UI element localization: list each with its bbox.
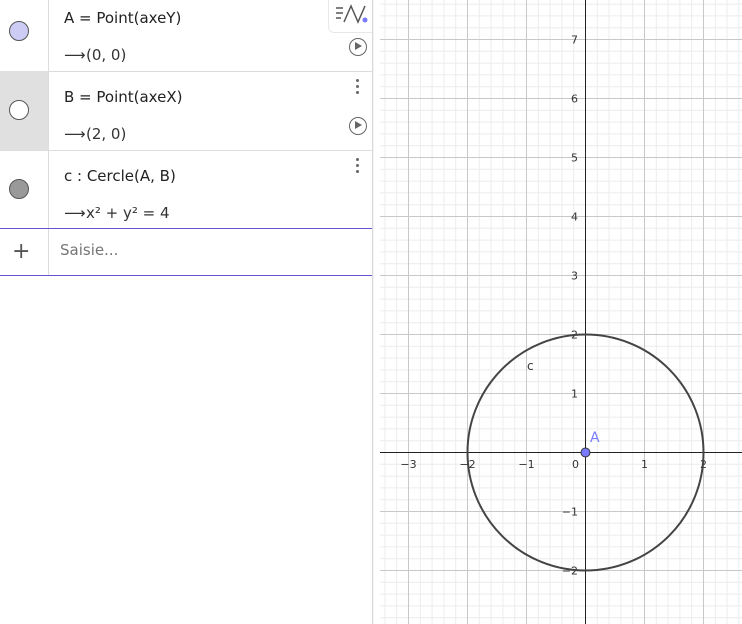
- point-label-a: A: [590, 430, 600, 446]
- algebra-input[interactable]: [60, 241, 340, 259]
- x-tick-label: −3: [400, 458, 417, 471]
- y-tick-label: 4: [571, 210, 578, 224]
- value-text-c: x² + y² = 4: [86, 204, 170, 222]
- value-text-a: (0, 0): [86, 46, 127, 64]
- y-tick-label: 1: [571, 387, 578, 401]
- x-tick-label: −2: [459, 458, 476, 471]
- marble-cell: [0, 150, 49, 228]
- style-bar-icon: [329, 0, 373, 32]
- x-tick-label: 2: [700, 458, 707, 471]
- definition-c[interactable]: c : Cercle(A, B): [64, 167, 176, 185]
- algebra-row-b[interactable]: [0, 71, 372, 151]
- input-bar[interactable]: [0, 228, 372, 276]
- algebra-row-c[interactable]: [0, 150, 372, 228]
- play-icon[interactable]: [349, 38, 367, 56]
- circle-label: c: [527, 359, 534, 373]
- visibility-toggle-c[interactable]: [9, 179, 29, 199]
- x-tick-label: 1: [641, 458, 648, 471]
- y-tick-label: 3: [571, 269, 578, 283]
- value-b: [64, 125, 126, 143]
- more-options-icon[interactable]: [352, 77, 364, 97]
- algebra-row-a[interactable]: [0, 0, 372, 72]
- definition-b[interactable]: B = Point(axeX): [64, 88, 183, 106]
- origin-label: 0: [572, 458, 579, 471]
- visibility-toggle-a[interactable]: [9, 21, 29, 41]
- visibility-toggle-b[interactable]: [9, 100, 29, 120]
- marble-cell: [0, 0, 49, 71]
- minor-grid: [373, 0, 742, 624]
- graphics-view[interactable]: [373, 0, 742, 624]
- y-tick-label: −1: [561, 505, 578, 519]
- plus-icon[interactable]: +: [12, 239, 31, 264]
- play-icon[interactable]: [349, 117, 367, 135]
- value-a: [64, 46, 126, 64]
- y-tick-label: −2: [561, 564, 578, 578]
- marble-cell: [0, 71, 49, 150]
- more-options-icon[interactable]: [352, 156, 364, 176]
- y-tick-label: 7: [571, 33, 578, 47]
- definition-a[interactable]: A = Point(axeY): [64, 9, 182, 27]
- y-tick-label: 2: [571, 328, 578, 342]
- value-c: [64, 204, 170, 222]
- point-a[interactable]: [581, 448, 590, 457]
- arrow-icon: ⟶: [64, 125, 86, 143]
- y-tick-label: 5: [571, 151, 578, 165]
- y-tick-labels: [562, 34, 578, 578]
- add-cell: [0, 229, 49, 275]
- style-bar-button[interactable]: [328, 0, 373, 33]
- major-grid: [380, 0, 742, 624]
- x-tick-label: −1: [518, 458, 535, 471]
- value-text-b: (2, 0): [86, 125, 127, 143]
- arrow-icon: ⟶: [64, 204, 86, 222]
- y-tick-label: 6: [571, 92, 578, 106]
- arrow-icon: ⟶: [64, 46, 86, 64]
